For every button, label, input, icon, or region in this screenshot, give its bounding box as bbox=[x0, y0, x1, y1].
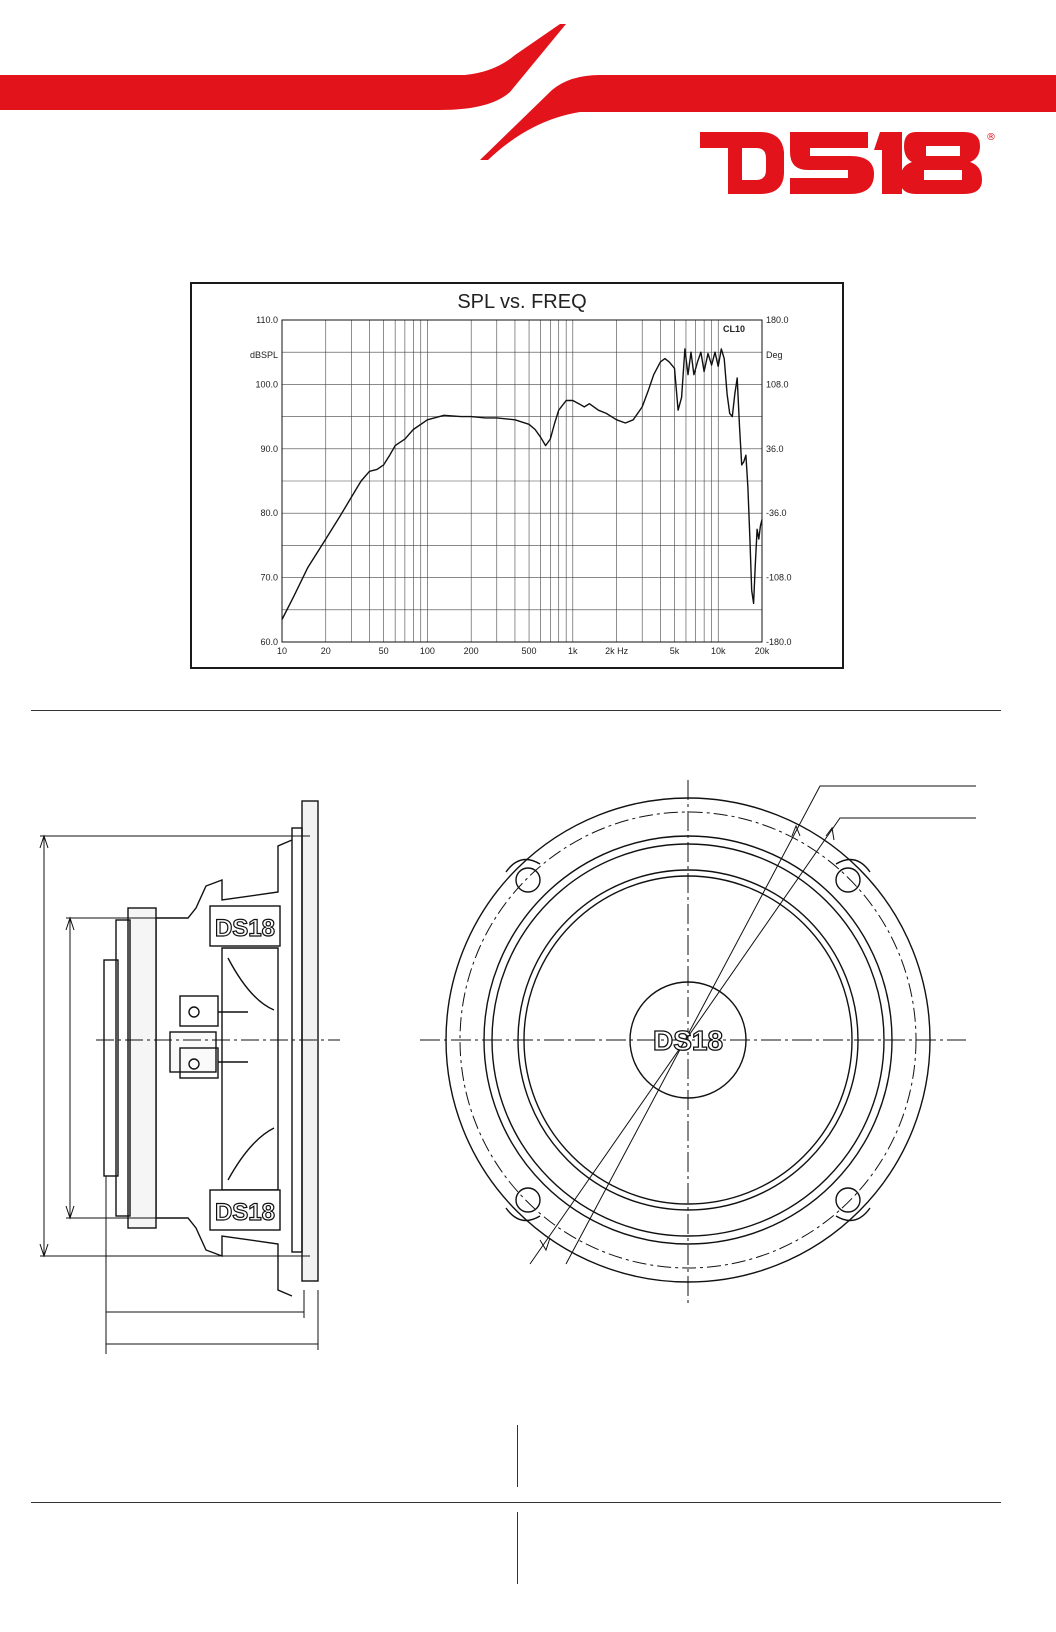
logo-s bbox=[790, 132, 874, 194]
y-tick-label: 60.0 bbox=[260, 637, 278, 647]
side-dimension-lines bbox=[40, 836, 340, 1354]
y2-tick-label: 180.0 bbox=[766, 315, 789, 325]
side-front-flange bbox=[302, 801, 318, 1281]
table-divider-upper bbox=[517, 1425, 518, 1487]
logo-d bbox=[700, 132, 784, 194]
x-tick-label: 20k bbox=[754, 646, 770, 656]
logo-registered-mark: ® bbox=[986, 132, 996, 143]
chart-svg bbox=[192, 284, 842, 667]
front-mount-hole-bl bbox=[516, 1188, 540, 1212]
x-tick-label: 2k Hz bbox=[605, 646, 629, 656]
chart-title: SPL vs. FREQ bbox=[457, 291, 587, 313]
x-tick-label: 100 bbox=[419, 646, 435, 656]
x-tick-label: 10k bbox=[710, 646, 726, 656]
x-tick-label: 5k bbox=[669, 646, 680, 656]
x-tick-label: 1k bbox=[568, 646, 578, 656]
y-tick-label: 70.0 bbox=[260, 572, 278, 583]
banner-left-stripe bbox=[0, 24, 566, 110]
logo-8 bbox=[900, 132, 982, 194]
leader-arrow-2 bbox=[826, 828, 834, 840]
x-tick-label: 20 bbox=[320, 646, 331, 656]
y2-axis-label: Deg bbox=[766, 350, 783, 360]
series-line-0 bbox=[282, 349, 762, 620]
speaker-side-view bbox=[104, 801, 318, 1296]
y-axis-label: dBSPL bbox=[249, 350, 278, 360]
side-terminal-screw-top bbox=[189, 1007, 199, 1017]
logo-1 bbox=[874, 132, 902, 194]
front-mount-hole-tl bbox=[516, 868, 540, 892]
section-divider-top bbox=[31, 710, 1001, 711]
side-logo-bottom: DS18 bbox=[214, 1199, 276, 1226]
side-magnet-rim bbox=[128, 908, 156, 1228]
y2-tick-label: -36.0 bbox=[766, 508, 787, 519]
dim-overall-depth bbox=[106, 1290, 318, 1350]
y2-tick-label: -108.0 bbox=[766, 572, 792, 583]
x-tick-label: 200 bbox=[463, 646, 479, 656]
y-tick-label: 110.0 bbox=[256, 315, 278, 325]
side-basket-cone-lower bbox=[228, 1128, 274, 1180]
y2-tick-label: -180.0 bbox=[766, 637, 792, 647]
side-logo-top: DS18 bbox=[214, 915, 276, 942]
y2-tick-label: 36.0 bbox=[766, 443, 784, 454]
front-mount-hole-br bbox=[836, 1188, 860, 1212]
section-divider-bottom bbox=[31, 1502, 1001, 1503]
front-logo: DS18 bbox=[652, 1025, 724, 1056]
spl-frequency-chart bbox=[190, 282, 844, 669]
corner-label: CL10 bbox=[722, 324, 746, 334]
ds18-logo bbox=[698, 128, 998, 200]
y-tick-label: 100.0 bbox=[255, 379, 278, 390]
side-terminal-block bbox=[170, 1032, 216, 1072]
side-basket-cone-upper bbox=[228, 958, 274, 1010]
x-tick-label: 500 bbox=[521, 646, 537, 656]
table-divider-lower bbox=[517, 1512, 518, 1584]
y-tick-label: 90.0 bbox=[260, 443, 278, 454]
side-basket-window bbox=[222, 948, 278, 1190]
y-tick-label: 80.0 bbox=[260, 508, 278, 519]
x-tick-label: 10 bbox=[276, 646, 288, 656]
technical-drawings bbox=[0, 760, 1056, 1360]
front-mount-hole-tr bbox=[836, 868, 860, 892]
y2-tick-label: 108.0 bbox=[766, 379, 789, 390]
x-tick-label: 50 bbox=[378, 646, 389, 656]
